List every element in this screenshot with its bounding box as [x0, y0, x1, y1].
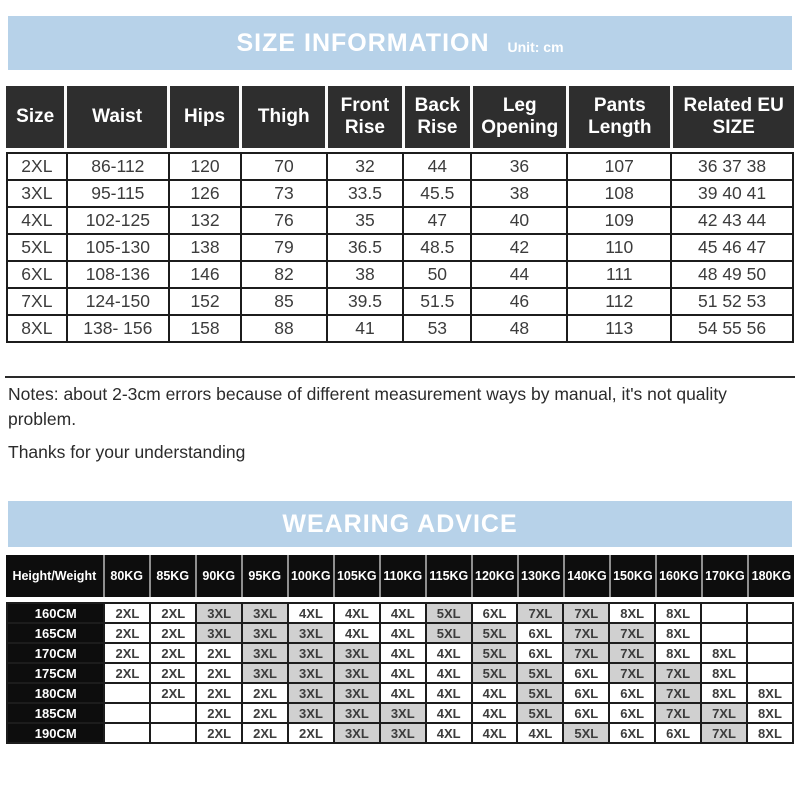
advice-size-cell — [747, 643, 793, 663]
advice-weight-header-cell: 170KG — [702, 555, 748, 597]
advice-size-cell: 2XL — [104, 603, 150, 623]
advice-size-cell: 2XL — [242, 703, 288, 723]
unit-label: Unit: cm — [507, 39, 564, 55]
size-table — [6, 152, 794, 343]
advice-size-cell: 7XL — [655, 683, 701, 703]
size-information-banner — [8, 16, 792, 70]
advice-size-cell: 5XL — [472, 663, 518, 683]
size-value-cell: 42 — [471, 234, 567, 261]
size-value-cell: 132 — [169, 207, 241, 234]
advice-size-cell: 2XL — [196, 683, 242, 703]
advice-size-cell: 5XL — [517, 683, 563, 703]
size-value-cell: 36 37 38 — [671, 153, 793, 180]
size-value-cell: 48.5 — [403, 234, 471, 261]
size-label-cell: 2XL — [7, 153, 67, 180]
advice-size-cell: 8XL — [609, 603, 655, 623]
advice-weight-header-cell: 100KG — [288, 555, 334, 597]
notes-thanks: Thanks for your understanding — [8, 441, 246, 462]
size-table-header-tbody — [6, 86, 794, 148]
advice-size-cell: 4XL — [426, 683, 472, 703]
advice-size-cell: 2XL — [104, 623, 150, 643]
advice-weight-header-cell: 110KG — [380, 555, 426, 597]
advice-size-cell: 5XL — [563, 723, 609, 743]
advice-size-cell: 6XL — [472, 603, 518, 623]
advice-size-cell: 4XL — [472, 723, 518, 743]
advice-weight-header-cell: 130KG — [518, 555, 564, 597]
size-value-cell: 138- 156 — [67, 315, 169, 342]
advice-height-cell: 160CM — [7, 603, 104, 623]
advice-size-cell: 2XL — [104, 643, 150, 663]
advice-size-cell: 8XL — [747, 703, 793, 723]
size-value-cell: 112 — [567, 288, 671, 315]
advice-size-cell — [104, 723, 150, 743]
size-value-cell: 47 — [403, 207, 471, 234]
advice-size-cell: 2XL — [150, 663, 196, 683]
size-value-cell: 45 46 47 — [671, 234, 793, 261]
advice-table-header — [6, 555, 794, 597]
advice-size-cell: 6XL — [655, 723, 701, 743]
size-table-row — [7, 207, 793, 234]
advice-size-cell: 6XL — [609, 703, 655, 723]
advice-size-cell: 6XL — [609, 683, 655, 703]
advice-table-row — [7, 683, 793, 703]
advice-size-cell: 3XL — [288, 623, 334, 643]
size-label-cell: 5XL — [7, 234, 67, 261]
advice-size-cell: 2XL — [196, 663, 242, 683]
size-value-cell: 113 — [567, 315, 671, 342]
advice-size-cell: 4XL — [380, 643, 426, 663]
advice-weight-header-cell: 115KG — [426, 555, 472, 597]
size-table-header-cell: Back Rise — [403, 86, 472, 148]
advice-size-cell: 8XL — [747, 723, 793, 743]
advice-size-cell: 5XL — [517, 703, 563, 723]
size-value-cell: 41 — [327, 315, 403, 342]
advice-weight-header-cell: 105KG — [334, 555, 380, 597]
advice-height-cell: 170CM — [7, 643, 104, 663]
size-label-cell: 3XL — [7, 180, 67, 207]
size-value-cell: 107 — [567, 153, 671, 180]
advice-weight-header-cell: 95KG — [242, 555, 288, 597]
advice-size-cell: 4XL — [380, 663, 426, 683]
advice-size-cell: 8XL — [655, 603, 701, 623]
size-value-cell: 120 — [169, 153, 241, 180]
advice-size-cell: 2XL — [150, 643, 196, 663]
size-value-cell: 42 43 44 — [671, 207, 793, 234]
size-table-header-cell: Front Rise — [327, 86, 403, 148]
advice-weight-header-cell: 85KG — [150, 555, 196, 597]
advice-size-cell: 3XL — [288, 703, 334, 723]
notes-divider — [5, 376, 795, 378]
size-label-cell: 8XL — [7, 315, 67, 342]
advice-size-cell — [701, 603, 747, 623]
advice-size-cell: 3XL — [334, 643, 380, 663]
size-value-cell: 88 — [241, 315, 327, 342]
size-table-row — [7, 288, 793, 315]
size-value-cell: 102-125 — [67, 207, 169, 234]
size-table-row — [7, 153, 793, 180]
advice-size-cell — [150, 723, 196, 743]
advice-size-cell: 4XL — [426, 663, 472, 683]
advice-size-cell: 3XL — [242, 603, 288, 623]
size-value-cell: 108-136 — [67, 261, 169, 288]
advice-size-cell: 4XL — [426, 703, 472, 723]
advice-table-row — [7, 603, 793, 623]
advice-weight-header-cell: 120KG — [472, 555, 518, 597]
advice-size-cell — [747, 603, 793, 623]
advice-size-cell: 4XL — [472, 683, 518, 703]
size-value-cell: 109 — [567, 207, 671, 234]
size-value-cell: 95-115 — [67, 180, 169, 207]
advice-size-cell: 6XL — [517, 643, 563, 663]
advice-size-cell: 4XL — [426, 723, 472, 743]
advice-size-cell: 2XL — [242, 683, 288, 703]
advice-table-tbody — [7, 603, 793, 743]
advice-size-cell: 8XL — [701, 683, 747, 703]
advice-size-cell: 8XL — [701, 663, 747, 683]
size-value-cell: 85 — [241, 288, 327, 315]
advice-height-cell: 190CM — [7, 723, 104, 743]
size-label-cell: 4XL — [7, 207, 67, 234]
size-value-cell: 146 — [169, 261, 241, 288]
size-information-title: SIZE INFORMATION — [236, 28, 490, 57]
size-table-header — [6, 86, 794, 148]
size-table-header-cell: Leg Opening — [472, 86, 568, 148]
advice-size-cell: 3XL — [242, 643, 288, 663]
advice-size-cell: 4XL — [426, 643, 472, 663]
advice-size-cell: 7XL — [701, 723, 747, 743]
advice-size-cell: 2XL — [150, 623, 196, 643]
size-value-cell: 39 40 41 — [671, 180, 793, 207]
advice-size-cell: 8XL — [655, 623, 701, 643]
advice-size-cell: 4XL — [380, 623, 426, 643]
advice-size-cell: 2XL — [104, 663, 150, 683]
advice-table — [6, 602, 794, 744]
advice-weight-header-cell: 80KG — [104, 555, 150, 597]
size-table-row — [7, 261, 793, 288]
advice-table-header-row — [6, 555, 794, 597]
size-value-cell: 70 — [241, 153, 327, 180]
advice-weight-header-cell: 160KG — [656, 555, 702, 597]
advice-size-cell — [150, 703, 196, 723]
advice-size-cell: 4XL — [517, 723, 563, 743]
size-value-cell: 36 — [471, 153, 567, 180]
advice-table-row — [7, 703, 793, 723]
advice-size-cell: 3XL — [288, 643, 334, 663]
advice-size-cell: 7XL — [609, 643, 655, 663]
size-label-cell: 7XL — [7, 288, 67, 315]
advice-size-cell: 4XL — [334, 603, 380, 623]
advice-size-cell: 4XL — [380, 683, 426, 703]
size-value-cell: 33.5 — [327, 180, 403, 207]
advice-size-cell: 3XL — [380, 703, 426, 723]
advice-size-cell: 5XL — [517, 663, 563, 683]
advice-height-cell: 165CM — [7, 623, 104, 643]
size-value-cell: 110 — [567, 234, 671, 261]
size-value-cell: 36.5 — [327, 234, 403, 261]
advice-size-cell: 6XL — [563, 683, 609, 703]
advice-size-cell: 7XL — [609, 623, 655, 643]
size-value-cell: 53 — [403, 315, 471, 342]
size-value-cell: 51.5 — [403, 288, 471, 315]
size-value-cell: 111 — [567, 261, 671, 288]
advice-size-cell: 3XL — [196, 603, 242, 623]
advice-size-cell: 6XL — [609, 723, 655, 743]
advice-size-cell: 8XL — [655, 643, 701, 663]
advice-size-cell: 2XL — [196, 723, 242, 743]
advice-size-cell: 2XL — [196, 643, 242, 663]
size-value-cell: 124-150 — [67, 288, 169, 315]
wearing-advice-title: WEARING ADVICE — [282, 509, 518, 538]
advice-size-cell: 7XL — [655, 703, 701, 723]
advice-height-cell: 185CM — [7, 703, 104, 723]
size-value-cell: 82 — [241, 261, 327, 288]
size-value-cell: 73 — [241, 180, 327, 207]
size-table-tbody — [7, 153, 793, 342]
advice-size-cell: 4XL — [472, 703, 518, 723]
size-value-cell: 50 — [403, 261, 471, 288]
advice-size-cell: 7XL — [563, 623, 609, 643]
size-value-cell: 48 49 50 — [671, 261, 793, 288]
advice-size-cell: 8XL — [747, 683, 793, 703]
advice-weight-header-cell: 90KG — [196, 555, 242, 597]
size-table-row — [7, 180, 793, 207]
advice-size-cell: 4XL — [288, 603, 334, 623]
size-value-cell: 152 — [169, 288, 241, 315]
advice-size-cell: 4XL — [334, 623, 380, 643]
advice-size-cell: 3XL — [242, 623, 288, 643]
advice-size-cell: 5XL — [472, 643, 518, 663]
size-table-header-cell: Related EU SIZE — [672, 86, 794, 148]
size-value-cell: 108 — [567, 180, 671, 207]
size-value-cell: 86-112 — [67, 153, 169, 180]
advice-size-cell: 6XL — [563, 703, 609, 723]
size-value-cell: 138 — [169, 234, 241, 261]
advice-table-row — [7, 623, 793, 643]
advice-size-cell: 3XL — [334, 663, 380, 683]
advice-size-cell: 7XL — [563, 603, 609, 623]
size-table-row — [7, 315, 793, 342]
size-value-cell: 79 — [241, 234, 327, 261]
advice-size-cell: 2XL — [196, 703, 242, 723]
size-value-cell: 76 — [241, 207, 327, 234]
size-value-cell: 39.5 — [327, 288, 403, 315]
advice-size-cell: 8XL — [701, 643, 747, 663]
size-table-header-cell: Hips — [168, 86, 240, 148]
advice-size-cell: 7XL — [609, 663, 655, 683]
advice-size-cell — [701, 623, 747, 643]
advice-table-row — [7, 663, 793, 683]
advice-size-cell: 7XL — [517, 603, 563, 623]
advice-size-cell: 3XL — [288, 683, 334, 703]
advice-size-cell: 3XL — [334, 723, 380, 743]
size-value-cell: 44 — [403, 153, 471, 180]
advice-size-cell: 7XL — [655, 663, 701, 683]
size-value-cell: 45.5 — [403, 180, 471, 207]
size-value-cell: 32 — [327, 153, 403, 180]
notes-text: Notes: about 2-3cm errors because of different measurement ways by manual, it's not quality problem. — [8, 384, 727, 430]
advice-table-row — [7, 723, 793, 743]
advice-size-cell: 4XL — [380, 603, 426, 623]
advice-size-cell: 2XL — [242, 723, 288, 743]
advice-weight-header-cell: 150KG — [610, 555, 656, 597]
size-value-cell: 38 — [327, 261, 403, 288]
size-table-header-cell: Thigh — [241, 86, 327, 148]
size-table-header-row — [6, 86, 794, 148]
advice-size-cell: 3XL — [380, 723, 426, 743]
size-value-cell: 38 — [471, 180, 567, 207]
advice-size-cell: 3XL — [288, 663, 334, 683]
size-value-cell: 46 — [471, 288, 567, 315]
size-table-header-cell: Size — [6, 86, 66, 148]
advice-size-cell — [747, 663, 793, 683]
size-value-cell: 40 — [471, 207, 567, 234]
advice-size-cell — [747, 623, 793, 643]
size-table-header-cell: Waist — [66, 86, 168, 148]
advice-weight-header-cell: 180KG — [748, 555, 794, 597]
size-value-cell: 51 52 53 — [671, 288, 793, 315]
size-value-cell: 126 — [169, 180, 241, 207]
advice-size-cell: 2XL — [150, 603, 196, 623]
advice-table-row — [7, 643, 793, 663]
advice-size-cell — [104, 683, 150, 703]
advice-table-header-tbody — [6, 555, 794, 597]
size-value-cell: 44 — [471, 261, 567, 288]
advice-size-cell: 2XL — [288, 723, 334, 743]
advice-size-cell: 3XL — [334, 703, 380, 723]
advice-height-cell: 175CM — [7, 663, 104, 683]
wearing-advice-banner — [8, 501, 792, 547]
size-label-cell: 6XL — [7, 261, 67, 288]
advice-size-cell: 5XL — [472, 623, 518, 643]
advice-size-cell: 6XL — [563, 663, 609, 683]
advice-size-cell: 5XL — [426, 603, 472, 623]
size-value-cell: 105-130 — [67, 234, 169, 261]
size-table-header-cell: Pants Length — [568, 86, 672, 148]
size-value-cell: 158 — [169, 315, 241, 342]
advice-corner-cell: Height/Weight — [6, 555, 104, 597]
advice-size-cell: 3XL — [196, 623, 242, 643]
size-value-cell: 48 — [471, 315, 567, 342]
advice-size-cell: 2XL — [150, 683, 196, 703]
advice-size-cell: 7XL — [563, 643, 609, 663]
size-value-cell: 35 — [327, 207, 403, 234]
advice-size-cell — [104, 703, 150, 723]
advice-weight-header-cell: 140KG — [564, 555, 610, 597]
size-value-cell: 54 55 56 — [671, 315, 793, 342]
advice-height-cell: 180CM — [7, 683, 104, 703]
advice-size-cell: 6XL — [517, 623, 563, 643]
advice-size-cell: 3XL — [242, 663, 288, 683]
advice-size-cell: 7XL — [701, 703, 747, 723]
advice-size-cell: 3XL — [334, 683, 380, 703]
advice-size-cell: 5XL — [426, 623, 472, 643]
size-table-row — [7, 234, 793, 261]
